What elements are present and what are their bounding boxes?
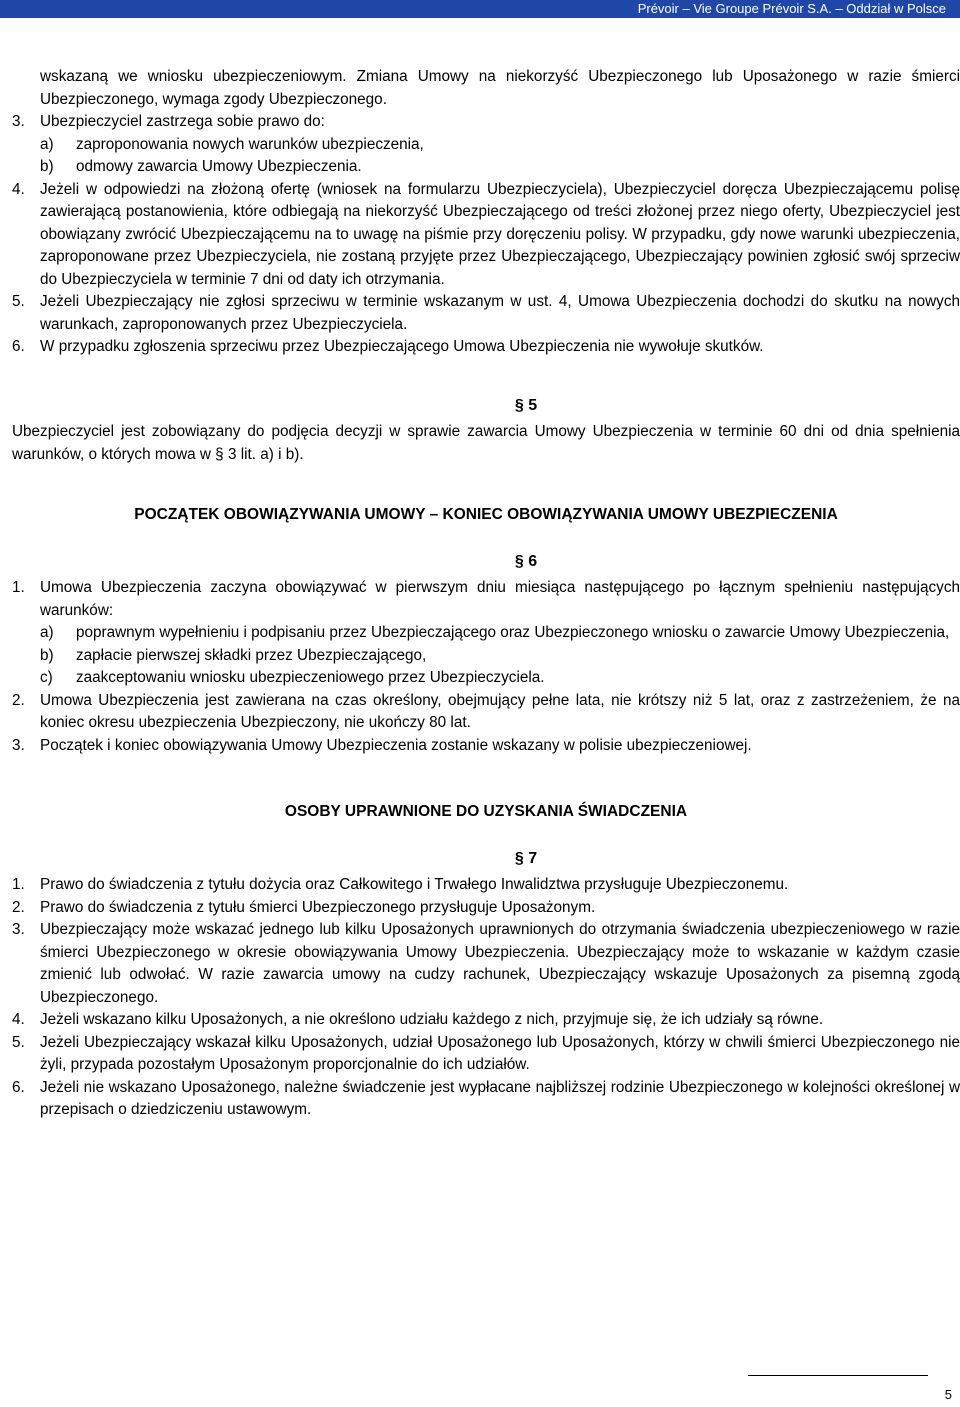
list-item <box>12 111 960 134</box>
footnote-divider <box>748 1375 928 1376</box>
page-number: 5 <box>944 1387 952 1402</box>
item-number: 1. <box>12 876 25 893</box>
chapter-heading: POCZĄTEK OBOWIĄZYWANIA UMOWY – KONIEC OBOWIĄZYWANIA UMOWY UBEZPIECZENIA <box>134 506 838 523</box>
sub-label: b) <box>40 158 54 175</box>
item-number: 6. <box>12 1078 25 1096</box>
item-number: 3. <box>12 736 25 754</box>
item-number: 5. <box>12 293 25 310</box>
item-text: Ubezpieczyciel zastrzega sobie prawo do: <box>40 113 325 130</box>
item-text: Jeżeli Ubezpieczający wskazał kilku Uposażonych, udział Uposażonego lub Uposażonych, którzy w chwili śmierci Ubezpieczonego nie żyli, przypada pozostałym Uposażonym proporcjonalnie do ich udziałów. <box>40 1033 960 1073</box>
sublist <box>40 622 960 690</box>
page-header <box>0 0 960 18</box>
section-paragraph: Ubezpieczyciel jest zobowiązany do podjęcia decyzji w sprawie zawarcia Umowy Ubezpieczenia w terminie 60 dni od dnia spełnienia warunków, o których mowa w § 3 lit. a) i b). <box>12 423 960 463</box>
list-item <box>12 735 960 758</box>
sub-item <box>40 134 960 157</box>
item-text: W przypadku zgłoszenia sprzeciwu przez Ubezpieczającego Umowa Ubezpieczenia nie wywołuje skutków. <box>40 338 764 355</box>
item-number: 3. <box>12 113 25 130</box>
item-number: 2. <box>12 898 25 916</box>
sub-text: odmowy zawarcia Umowy Ubezpieczenia. <box>76 158 362 175</box>
list-item <box>12 690 960 735</box>
list-item <box>12 179 960 292</box>
section-title: § 5 <box>514 396 538 414</box>
item-text: Jeżeli w odpowiedzi na złożoną ofertę (wniosek na formularzu Ubezpieczyciela), Ubezpieczyciel doręcza Ubezpieczającemu polisę zawierającą postanowienia, które odbiegają na niekorzyść Ubezpieczającego od treści złożonej przez niego oferty, Ubezpieczyciel jest obowiązany zwrócić Ubezpieczającemu na to uwagę na piśmie przy doręczeniu polisy. W przypadku, gdy nowe warunki ubezpieczenia, zaproponowane przez Ubezpieczyciela, nie zostaną przyjęte przez Ubezpieczającego, Ubezpieczający powinien zgłosić swój sprzeciw do Ubezpieczyciela w terminie 7 dni od daty ich otrzymania. <box>40 180 960 288</box>
item-number: 2. <box>12 691 25 709</box>
section-title: § 7 <box>514 849 538 867</box>
list-item <box>12 1032 960 1077</box>
sub-item <box>40 645 960 668</box>
chapter-heading: OSOBY UPRAWNIONE DO UZYSKANIA ŚWIADCZENIA <box>284 803 688 820</box>
document-body <box>12 66 960 1122</box>
item-number: 1. <box>12 579 25 596</box>
item-text: Prawo do świadczenia z tytułu śmierci Ubezpieczonego przysługuje Uposażonym. <box>40 898 596 916</box>
sub-label: b) <box>40 646 54 664</box>
sub-text: zaproponowania nowych warunków ubezpieczenia, <box>76 135 424 153</box>
sub-item <box>40 156 960 179</box>
sub-label: a) <box>40 135 54 153</box>
item-number: 4. <box>12 1011 25 1028</box>
item-number: 6. <box>12 338 25 355</box>
sub-item <box>40 667 960 690</box>
list-item <box>12 1009 960 1032</box>
item-text: Ubezpieczający może wskazać jednego lub kilku Uposażonych uprawnionych do otrzymania świadczenia ubezpieczeniowego w razie śmierci Ubezpieczonego w okresie obowiązywania Umowy Ubezpieczenia. Ubezpieczający może to wskazanie w każdym czasie zmienić lub odwołać. W razie zawarcia umowy na cudzy rachunek, Ubezpieczający wskazuje Uposażonych za pisemną zgodą Ubezpieczonego. <box>40 921 960 1006</box>
sub-label: a) <box>40 624 54 641</box>
list-item <box>12 577 960 622</box>
sub-text: zapłacie pierwszej składki przez Ubezpieczającego, <box>76 646 427 664</box>
intro-paragraph: wskazaną we wniosku ubezpieczeniowym. Zmiana Umowy na niekorzyść Ubezpieczonego lub Uposażonego w razie śmierci Ubezpieczonego, wymaga zgody Ubezpieczonego. <box>40 68 960 108</box>
section-title: § 6 <box>514 552 538 570</box>
list-item <box>12 919 960 1009</box>
sub-item <box>40 622 960 645</box>
item-text: Początek i koniec obowiązywania Umowy Ubezpieczenia zostanie wskazany w polisie ubezpieczeniowej. <box>40 736 752 754</box>
list-item <box>12 897 960 920</box>
item-number: 5. <box>12 1033 25 1051</box>
list-item <box>12 1077 960 1122</box>
item-number: 3. <box>12 921 25 938</box>
list-item <box>12 291 960 336</box>
item-number: 4. <box>12 180 25 198</box>
sub-label: c) <box>40 669 53 686</box>
sublist <box>40 134 960 179</box>
item-text: Umowa Ubezpieczenia jest zawierana na czas określony, obejmujący pełne lata, nie krótszy niż 5 lat, oraz z zastrzeżeniem, że na koniec okresu ubezpieczenia Ubezpieczony, nie ukończy 80 lat. <box>40 691 960 731</box>
sub-text: zaakceptowaniu wniosku ubezpieczeniowego przez Ubezpieczyciela. <box>76 669 545 686</box>
list-item <box>12 336 960 359</box>
item-text: Jeżeli wskazano kilku Uposażonych, a nie określono udziału każdego z nich, przyjmuje się, że ich udziały są równe. <box>40 1011 824 1028</box>
list-item <box>12 874 960 897</box>
item-text: Jeżeli Ubezpieczający nie zgłosi sprzeciwu w terminie wskazanym w ust. 4, Umowa Ubezpieczenia dochodzi do skutku na nowych warunkach, zaproponowanych przez Ubezpieczyciela. <box>40 293 960 333</box>
sub-text: poprawnym wypełnieniu i podpisaniu przez Ubezpieczającego oraz Ubezpieczonego wniosku o zawarcie Umowy Ubezpieczenia, <box>76 624 950 641</box>
header-text: Prévoir – Vie Groupe Prévoir S.A. – Oddział w Polsce <box>637 1 946 16</box>
item-text: Prawo do świadczenia z tytułu dożycia oraz Całkowitego i Trwałego Inwalidztwa przysługuje Ubezpieczonemu. <box>40 876 789 893</box>
item-text: Jeżeli nie wskazano Uposażonego, należne świadczenie jest wypłacane najbliższej rodzinie Ubezpieczonego w kolejności określonej w przepisach o dziedziczeniu ustawowym. <box>40 1078 960 1118</box>
item-text: Umowa Ubezpieczenia zaczyna obowiązywać w pierwszym dniu miesiąca następującego po łącznym spełnieniu następujących warunków: <box>40 579 960 619</box>
